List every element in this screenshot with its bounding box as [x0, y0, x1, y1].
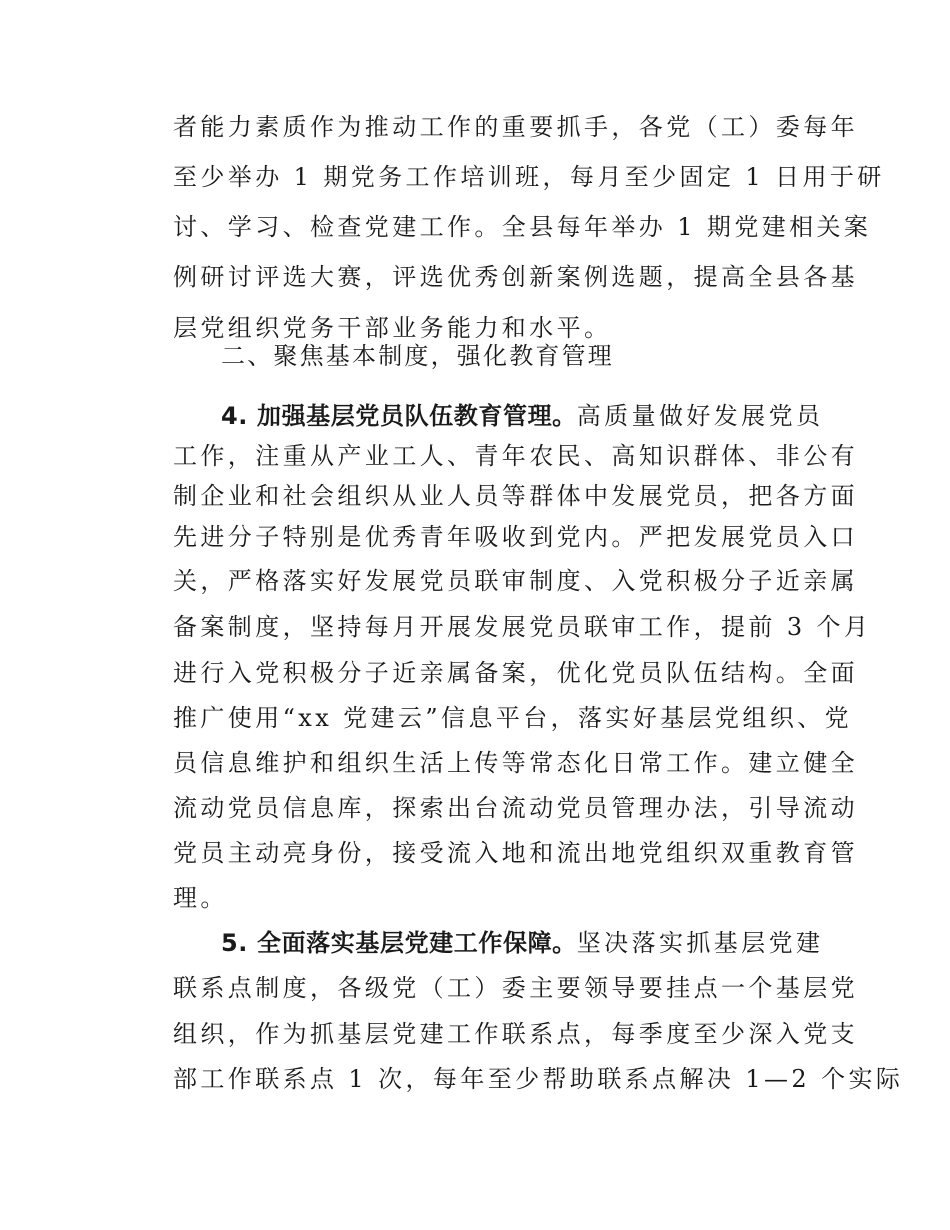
paragraph-line: 例研讨评选大赛，评选优秀创新案例选题，提高全县各基: [173, 263, 858, 291]
paragraph-line: 讨、学习、检查党建工作。全县每年举办 1 期党建相关案: [173, 213, 872, 241]
paragraph-line: 推广使用“xx 党建云”信息平台，落实好基层党组织、党: [173, 704, 853, 732]
item4-lead-title: 4. 加强基层党员队伍教育管理。: [221, 402, 577, 430]
item5-first-line: [221, 927, 824, 959]
paragraph-line: 制企业和社会组织从业人员等群体中发展党员，把各方面: [173, 482, 858, 510]
item5-lead-title: 5. 全面落实基层党建工作保障。: [221, 929, 577, 957]
item5-first-text: 坚决落实抓基层党建: [576, 929, 824, 957]
paragraph-line: 党员主动亮身份，接受流入地和流出地党组织双重教育管: [173, 839, 858, 867]
paragraph-line: 工作，注重从产业工人、青年农民、高知识群体、非公有: [173, 442, 858, 470]
paragraph-line: 者能力素质作为推动工作的重要抓手，各党（工）委每年: [173, 113, 858, 141]
paragraph-line: 联系点制度，各级党（工）委主要领导要挂点一个基层党: [173, 974, 858, 1002]
paragraph-line: 流动党员信息库，探索出台流动党员管理办法，引导流动: [173, 794, 858, 822]
item4-first-line: [221, 400, 824, 432]
paragraph-line: 关，严格落实好发展党员联审制度、入党积极分子近亲属: [173, 567, 858, 595]
section-heading: 二、聚焦基本制度，强化教育管理: [221, 342, 614, 370]
paragraph-line: 进行入党积极分子近亲属备案，优化党员队伍结构。全面: [173, 659, 858, 687]
paragraph-line: 备案制度，坚持每月开展发展党员联审工作，提前 3 个月: [173, 613, 872, 641]
paragraph-line: 部工作联系点 1 次，每年至少帮助联系点解决 1—2 个实际: [173, 1065, 904, 1093]
paragraph-line: 员信息维护和组织生活上传等常态化日常工作。建立健全: [173, 749, 858, 777]
item4-first-text: 高质量做好发展党员: [576, 402, 824, 430]
paragraph-line: 层党组织党务干部业务能力和水平。: [173, 314, 612, 342]
paragraph-line: 组织，作为抓基层党建工作联系点，每季度至少深入党支: [173, 1020, 858, 1048]
paragraph-line: 先进分子特别是优秀青年吸收到党内。严把发展党员入口: [173, 523, 858, 551]
paragraph-line: 理。: [173, 884, 228, 912]
paragraph-line: 至少举办 1 期党务工作培训班，每月至少固定 1 日用于研: [173, 163, 885, 191]
